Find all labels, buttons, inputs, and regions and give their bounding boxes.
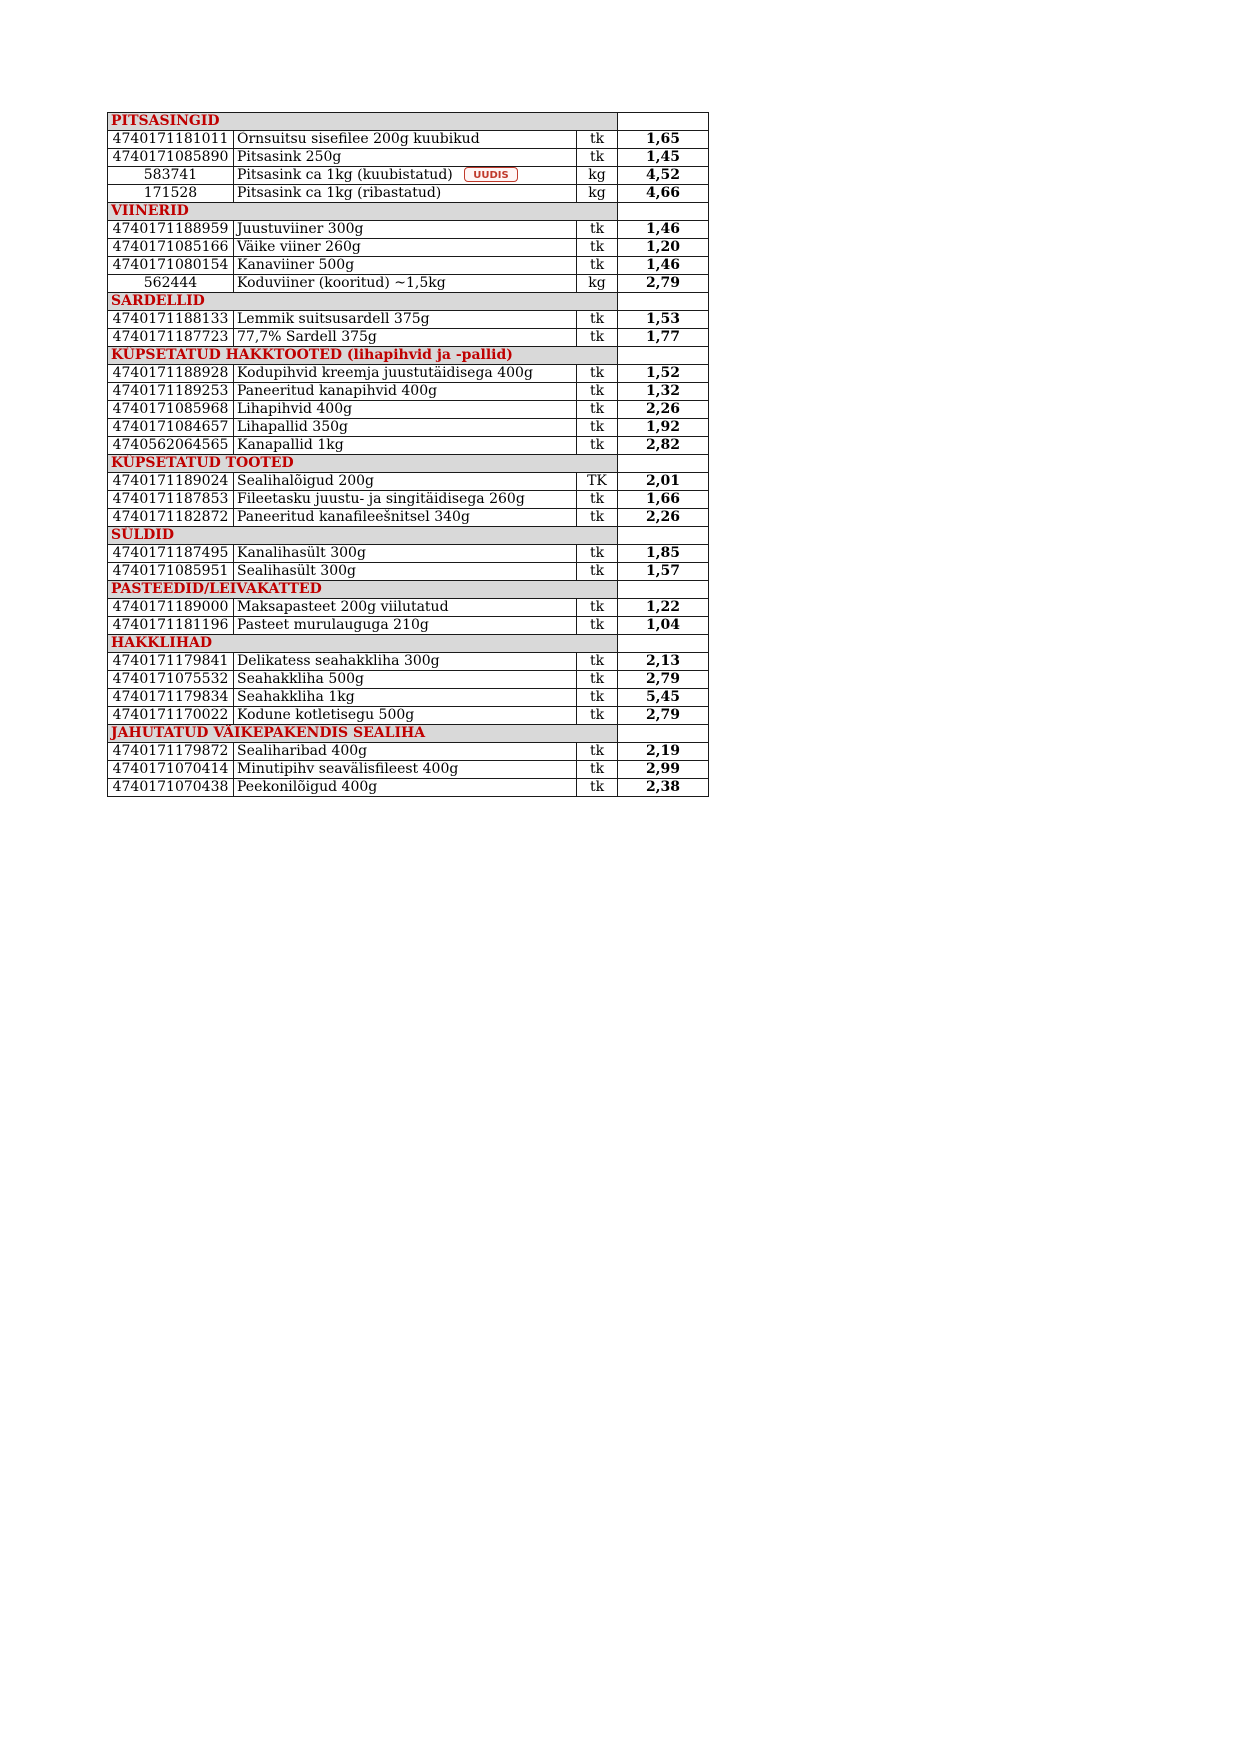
product-price: 1,66 [618, 491, 709, 509]
product-price: 2,13 [618, 653, 709, 671]
product-name: Sealiharibad 400g [237, 743, 368, 759]
product-name-cell [234, 383, 577, 401]
product-code: 4740171085968 [108, 401, 234, 419]
product-name: Seahakkliha 1kg [237, 689, 355, 705]
section-title: KÜPSETATUD TOOTED [108, 455, 618, 473]
product-name-cell [234, 329, 577, 347]
product-name: Sealihasült 300g [237, 563, 356, 579]
product-price: 2,79 [618, 707, 709, 725]
product-name-cell [234, 689, 577, 707]
product-price: 1,65 [618, 131, 709, 149]
product-row [108, 167, 709, 185]
product-row [108, 545, 709, 563]
product-row [108, 599, 709, 617]
product-code: 4740171179834 [108, 689, 234, 707]
product-price: 1,85 [618, 545, 709, 563]
product-unit: tk [577, 509, 618, 527]
product-unit: kg [577, 167, 618, 185]
section-header-row [108, 113, 709, 131]
section-title: VIINERID [108, 203, 618, 221]
product-price: 2,99 [618, 761, 709, 779]
product-price: 2,79 [618, 275, 709, 293]
product-price: 2,38 [618, 779, 709, 797]
product-row [108, 509, 709, 527]
product-row [108, 185, 709, 203]
product-name: Koduviiner (kooritud) ~1,5kg [237, 275, 446, 291]
product-row [108, 383, 709, 401]
product-name: Lihapallid 350g [237, 419, 348, 435]
product-name: Kodupihvid kreemja juustutäidisega 400g [237, 365, 533, 381]
product-unit: tk [577, 311, 618, 329]
price-list-table [107, 112, 709, 797]
product-name: Lihapihvid 400g [237, 401, 353, 417]
product-code: 171528 [108, 185, 234, 203]
product-unit: tk [577, 131, 618, 149]
product-name-cell [234, 617, 577, 635]
product-code: 583741 [108, 167, 234, 185]
product-unit: tk [577, 401, 618, 419]
product-name: Maksapasteet 200g viilutatud [237, 599, 449, 615]
product-code: 4740171179872 [108, 743, 234, 761]
product-price: 1,20 [618, 239, 709, 257]
product-name-cell [234, 131, 577, 149]
product-name-cell [234, 545, 577, 563]
product-price: 2,26 [618, 509, 709, 527]
product-code: 562444 [108, 275, 234, 293]
product-price: 2,01 [618, 473, 709, 491]
section-header-price-cell [618, 113, 709, 131]
product-row [108, 563, 709, 581]
product-name: Paneeritud kanapihvid 400g [237, 383, 438, 399]
section-title: HAKKLIHAD [108, 635, 618, 653]
section-header-price-cell [618, 527, 709, 545]
product-name: Väike viiner 260g [237, 239, 361, 255]
product-unit: tk [577, 761, 618, 779]
product-price: 2,26 [618, 401, 709, 419]
product-name-cell [234, 221, 577, 239]
product-code: 4740171187495 [108, 545, 234, 563]
product-unit: tk [577, 149, 618, 167]
product-name-cell [234, 149, 577, 167]
price-list-body [108, 113, 709, 797]
product-unit: tk [577, 329, 618, 347]
product-unit: tk [577, 779, 618, 797]
product-unit: tk [577, 365, 618, 383]
product-code: 4740171085951 [108, 563, 234, 581]
product-unit: tk [577, 221, 618, 239]
product-row [108, 779, 709, 797]
product-name-cell [234, 509, 577, 527]
section-header-price-cell [618, 347, 709, 365]
product-unit: tk [577, 257, 618, 275]
product-name: Kodune kotletisegu 500g [237, 707, 415, 723]
product-price: 1,57 [618, 563, 709, 581]
product-code: 4740171084657 [108, 419, 234, 437]
product-name-cell [234, 671, 577, 689]
section-header-price-cell [618, 635, 709, 653]
product-name: Kanaviiner 500g [237, 257, 355, 273]
product-price: 2,79 [618, 671, 709, 689]
product-price: 4,52 [618, 167, 709, 185]
section-title: PITSASINGID [108, 113, 618, 131]
product-row [108, 401, 709, 419]
product-row [108, 743, 709, 761]
product-price: 1,77 [618, 329, 709, 347]
product-name-cell [234, 599, 577, 617]
product-name: Peekonilõigud 400g [237, 779, 378, 795]
product-price: 4,66 [618, 185, 709, 203]
product-name: Kanalihasült 300g [237, 545, 366, 561]
product-name-cell [234, 311, 577, 329]
product-name-cell [234, 275, 577, 293]
section-header-row [108, 455, 709, 473]
product-row [108, 419, 709, 437]
product-code: 4740171188133 [108, 311, 234, 329]
product-price: 5,45 [618, 689, 709, 707]
product-code: 4740171085166 [108, 239, 234, 257]
section-header-row [108, 581, 709, 599]
product-code: 4740171181196 [108, 617, 234, 635]
product-row [108, 329, 709, 347]
product-row [108, 239, 709, 257]
product-unit: tk [577, 545, 618, 563]
product-unit: tk [577, 563, 618, 581]
product-name-cell [234, 419, 577, 437]
product-unit: TK [577, 473, 618, 491]
product-name-cell [234, 563, 577, 581]
product-code: 4740171085890 [108, 149, 234, 167]
product-price: 1,32 [618, 383, 709, 401]
product-row [108, 473, 709, 491]
product-price: 1,46 [618, 257, 709, 275]
product-row [108, 131, 709, 149]
section-header-price-cell [618, 581, 709, 599]
product-name: Delikatess seahakkliha 300g [237, 653, 440, 669]
product-name: Fileetasku juustu- ja singitäidisega 260g [237, 491, 525, 507]
product-unit: tk [577, 419, 618, 437]
section-header-row [108, 347, 709, 365]
product-code: 4740171189000 [108, 599, 234, 617]
product-name-cell [234, 365, 577, 383]
section-title: KÜPSETATUD HAKKTOOTED (lihapihvid ja -pallid) [108, 347, 618, 365]
product-unit: tk [577, 653, 618, 671]
product-unit: tk [577, 707, 618, 725]
product-name-cell [234, 473, 577, 491]
section-title: SÜLDID [108, 527, 618, 545]
section-header-row [108, 293, 709, 311]
product-unit: kg [577, 275, 618, 293]
product-name: Pitsasink 250g [237, 149, 342, 165]
section-header-row [108, 203, 709, 221]
product-row [108, 365, 709, 383]
product-unit: kg [577, 185, 618, 203]
section-title: JAHUTATUD VÄIKEPAKENDIS SEALIHA [108, 725, 618, 743]
product-row [108, 617, 709, 635]
product-unit: tk [577, 689, 618, 707]
product-name: Juustuviiner 300g [237, 221, 364, 237]
product-row [108, 761, 709, 779]
product-price: 1,53 [618, 311, 709, 329]
product-name: Pitsasink ca 1kg (ribastatud) [237, 185, 442, 201]
product-unit: tk [577, 743, 618, 761]
section-header-row [108, 725, 709, 743]
product-row [108, 275, 709, 293]
product-name-cell [234, 491, 577, 509]
product-price: 1,52 [618, 365, 709, 383]
product-unit: tk [577, 437, 618, 455]
product-row [108, 491, 709, 509]
product-code: 4740171181011 [108, 131, 234, 149]
product-name: Sealihalõigud 200g [237, 473, 374, 489]
section-header-row [108, 527, 709, 545]
product-name-cell [234, 239, 577, 257]
product-price: 1,92 [618, 419, 709, 437]
product-name: Kanapallid 1kg [237, 437, 344, 453]
product-price: 1,22 [618, 599, 709, 617]
product-name: Õrnsuitsu sisefilee 200g kuubikud [237, 131, 480, 147]
product-name-cell [234, 437, 577, 455]
product-code: 4740171187723 [108, 329, 234, 347]
product-row [108, 257, 709, 275]
product-code: 4740562064565 [108, 437, 234, 455]
product-name: Pitsasink ca 1kg (kuubistatud) [237, 167, 453, 183]
product-name-cell [234, 167, 577, 185]
product-name: Minutipihv seavälisfileest 400g [237, 761, 459, 777]
section-header-row [108, 635, 709, 653]
product-row [108, 311, 709, 329]
product-code: 4740171179841 [108, 653, 234, 671]
product-unit: tk [577, 383, 618, 401]
product-code: 4740171075532 [108, 671, 234, 689]
product-code: 4740171188928 [108, 365, 234, 383]
product-row [108, 437, 709, 455]
product-unit: tk [577, 599, 618, 617]
section-title: SARDELLID [108, 293, 618, 311]
product-code: 4740171080154 [108, 257, 234, 275]
product-name-cell [234, 653, 577, 671]
section-header-price-cell [618, 725, 709, 743]
product-code: 4740171070414 [108, 761, 234, 779]
product-unit: tk [577, 491, 618, 509]
product-name: Paneeritud kanafileešnitsel 340g [237, 509, 470, 525]
product-name-cell [234, 761, 577, 779]
product-name-cell [234, 257, 577, 275]
product-code: 4740171182872 [108, 509, 234, 527]
section-header-price-cell [618, 455, 709, 473]
product-unit: tk [577, 239, 618, 257]
product-code: 4740171070438 [108, 779, 234, 797]
product-price: 2,82 [618, 437, 709, 455]
product-row [108, 149, 709, 167]
product-name: Seahakkliha 500g [237, 671, 365, 687]
product-name-cell [234, 401, 577, 419]
product-price: 2,19 [618, 743, 709, 761]
section-header-price-cell [618, 293, 709, 311]
product-name-cell [234, 779, 577, 797]
new-badge: UUDIS [464, 167, 518, 182]
product-name: Lemmik suitsusardell 375g [237, 311, 430, 327]
product-name: Pasteet murulauguga 210g [237, 617, 429, 633]
product-row [108, 671, 709, 689]
product-row [108, 653, 709, 671]
product-code: 4740171170022 [108, 707, 234, 725]
product-row [108, 689, 709, 707]
product-name-cell [234, 743, 577, 761]
product-name: 77,7% Sardell 375g [237, 329, 377, 345]
product-unit: tk [577, 617, 618, 635]
product-name-cell [234, 185, 577, 203]
product-row [108, 707, 709, 725]
section-header-price-cell [618, 203, 709, 221]
product-price: 1,46 [618, 221, 709, 239]
product-code: 4740171189253 [108, 383, 234, 401]
product-code: 4740171188959 [108, 221, 234, 239]
product-unit: tk [577, 671, 618, 689]
section-title: PASTEEDID/LEIVAKATTED [108, 581, 618, 599]
product-price: 1,45 [618, 149, 709, 167]
product-code: 4740171189024 [108, 473, 234, 491]
product-name-cell [234, 707, 577, 725]
product-row [108, 221, 709, 239]
product-price: 1,04 [618, 617, 709, 635]
product-code: 4740171187853 [108, 491, 234, 509]
